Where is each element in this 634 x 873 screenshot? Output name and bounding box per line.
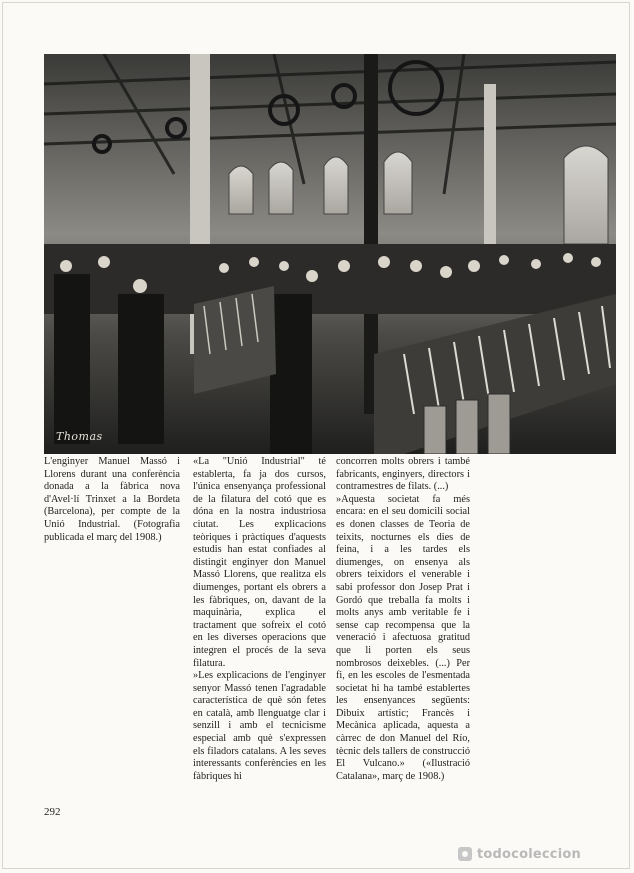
caption-text: L'enginyer Manuel Massó i Llorens durant una conferència donada a la fàbrica nova d'Avel·lí Trinxet a la Bordeta (Barcelona), per compte de la Unió Industrial. (Fotografia publicada el març del 1908.) (44, 456, 180, 543)
article-column-3 (336, 456, 470, 783)
page-number: 292 (44, 806, 61, 818)
column-2-paragraph: «La "Unió Industrial" té establerta, fa ja dos cursos, l'única ensenyança professional de la filatura del cotó que es dóna en la nostra industriosa ciutat. Les explicacions teòriques i pràctiques d'aquests estudis han estat confiades al distingit enginyer don Manuel Massó Llorens, que realitza els diumenges, portant els obrers a les fàbriques, on, davant de la maquinària, explica el tractament que sofreix el cotó en les diverses operacions que integren el procés de la seva filatura. (193, 456, 326, 669)
article-column-2 (193, 456, 326, 783)
column-3-paragraph: »Aquesta societat fa més encara: en el seu domicili social es donen classes de Teoria de teixits, nocturnes els dies de feina, i a les tardes els diumenges, on ensenya als obrers teixidors el venerable i sabi professor don Josep Prat i Gordó que treballa fa molts i molts anys amb veritable fe i sense cap recompensa que la veneració i afectuosa gratitud que li porten els seus nombrosos deixebles. (...) Per fi, en les escoles de l'esmentada societat hi ha també establertes les ensenyances següents: Dibuix artístic; Francès i Mecànica aplicada, aquesta a càrrec de don Manuel del Río, tècnic dels tallers de construcció El Vulcano.» («Ilustració Catalana», març de 1908.) (336, 493, 470, 782)
photographer-signature: Thomas (56, 430, 103, 443)
column-2-paragraph: »Les explicacions de l'enginyer senyor Massó tenen l'agradable característica de què són fetes en català, amb llenguatge clar i senzill i amb el tecnicisme especial amb què s'expressen els filadors catalans. A les seves interessants conferències en les fàbriques hi (193, 670, 326, 782)
column-3-paragraph: concorren molts obrers i també fabricants, enginyers, directors i contramestres de filats. (...) (336, 456, 470, 493)
watermark-text: todocoleccion (477, 846, 581, 862)
watermark (458, 844, 581, 864)
photo-caption (44, 456, 180, 544)
factory-photo-illustration (44, 54, 616, 454)
factory-photo (44, 54, 616, 454)
todocoleccion-logo-icon (458, 847, 472, 861)
